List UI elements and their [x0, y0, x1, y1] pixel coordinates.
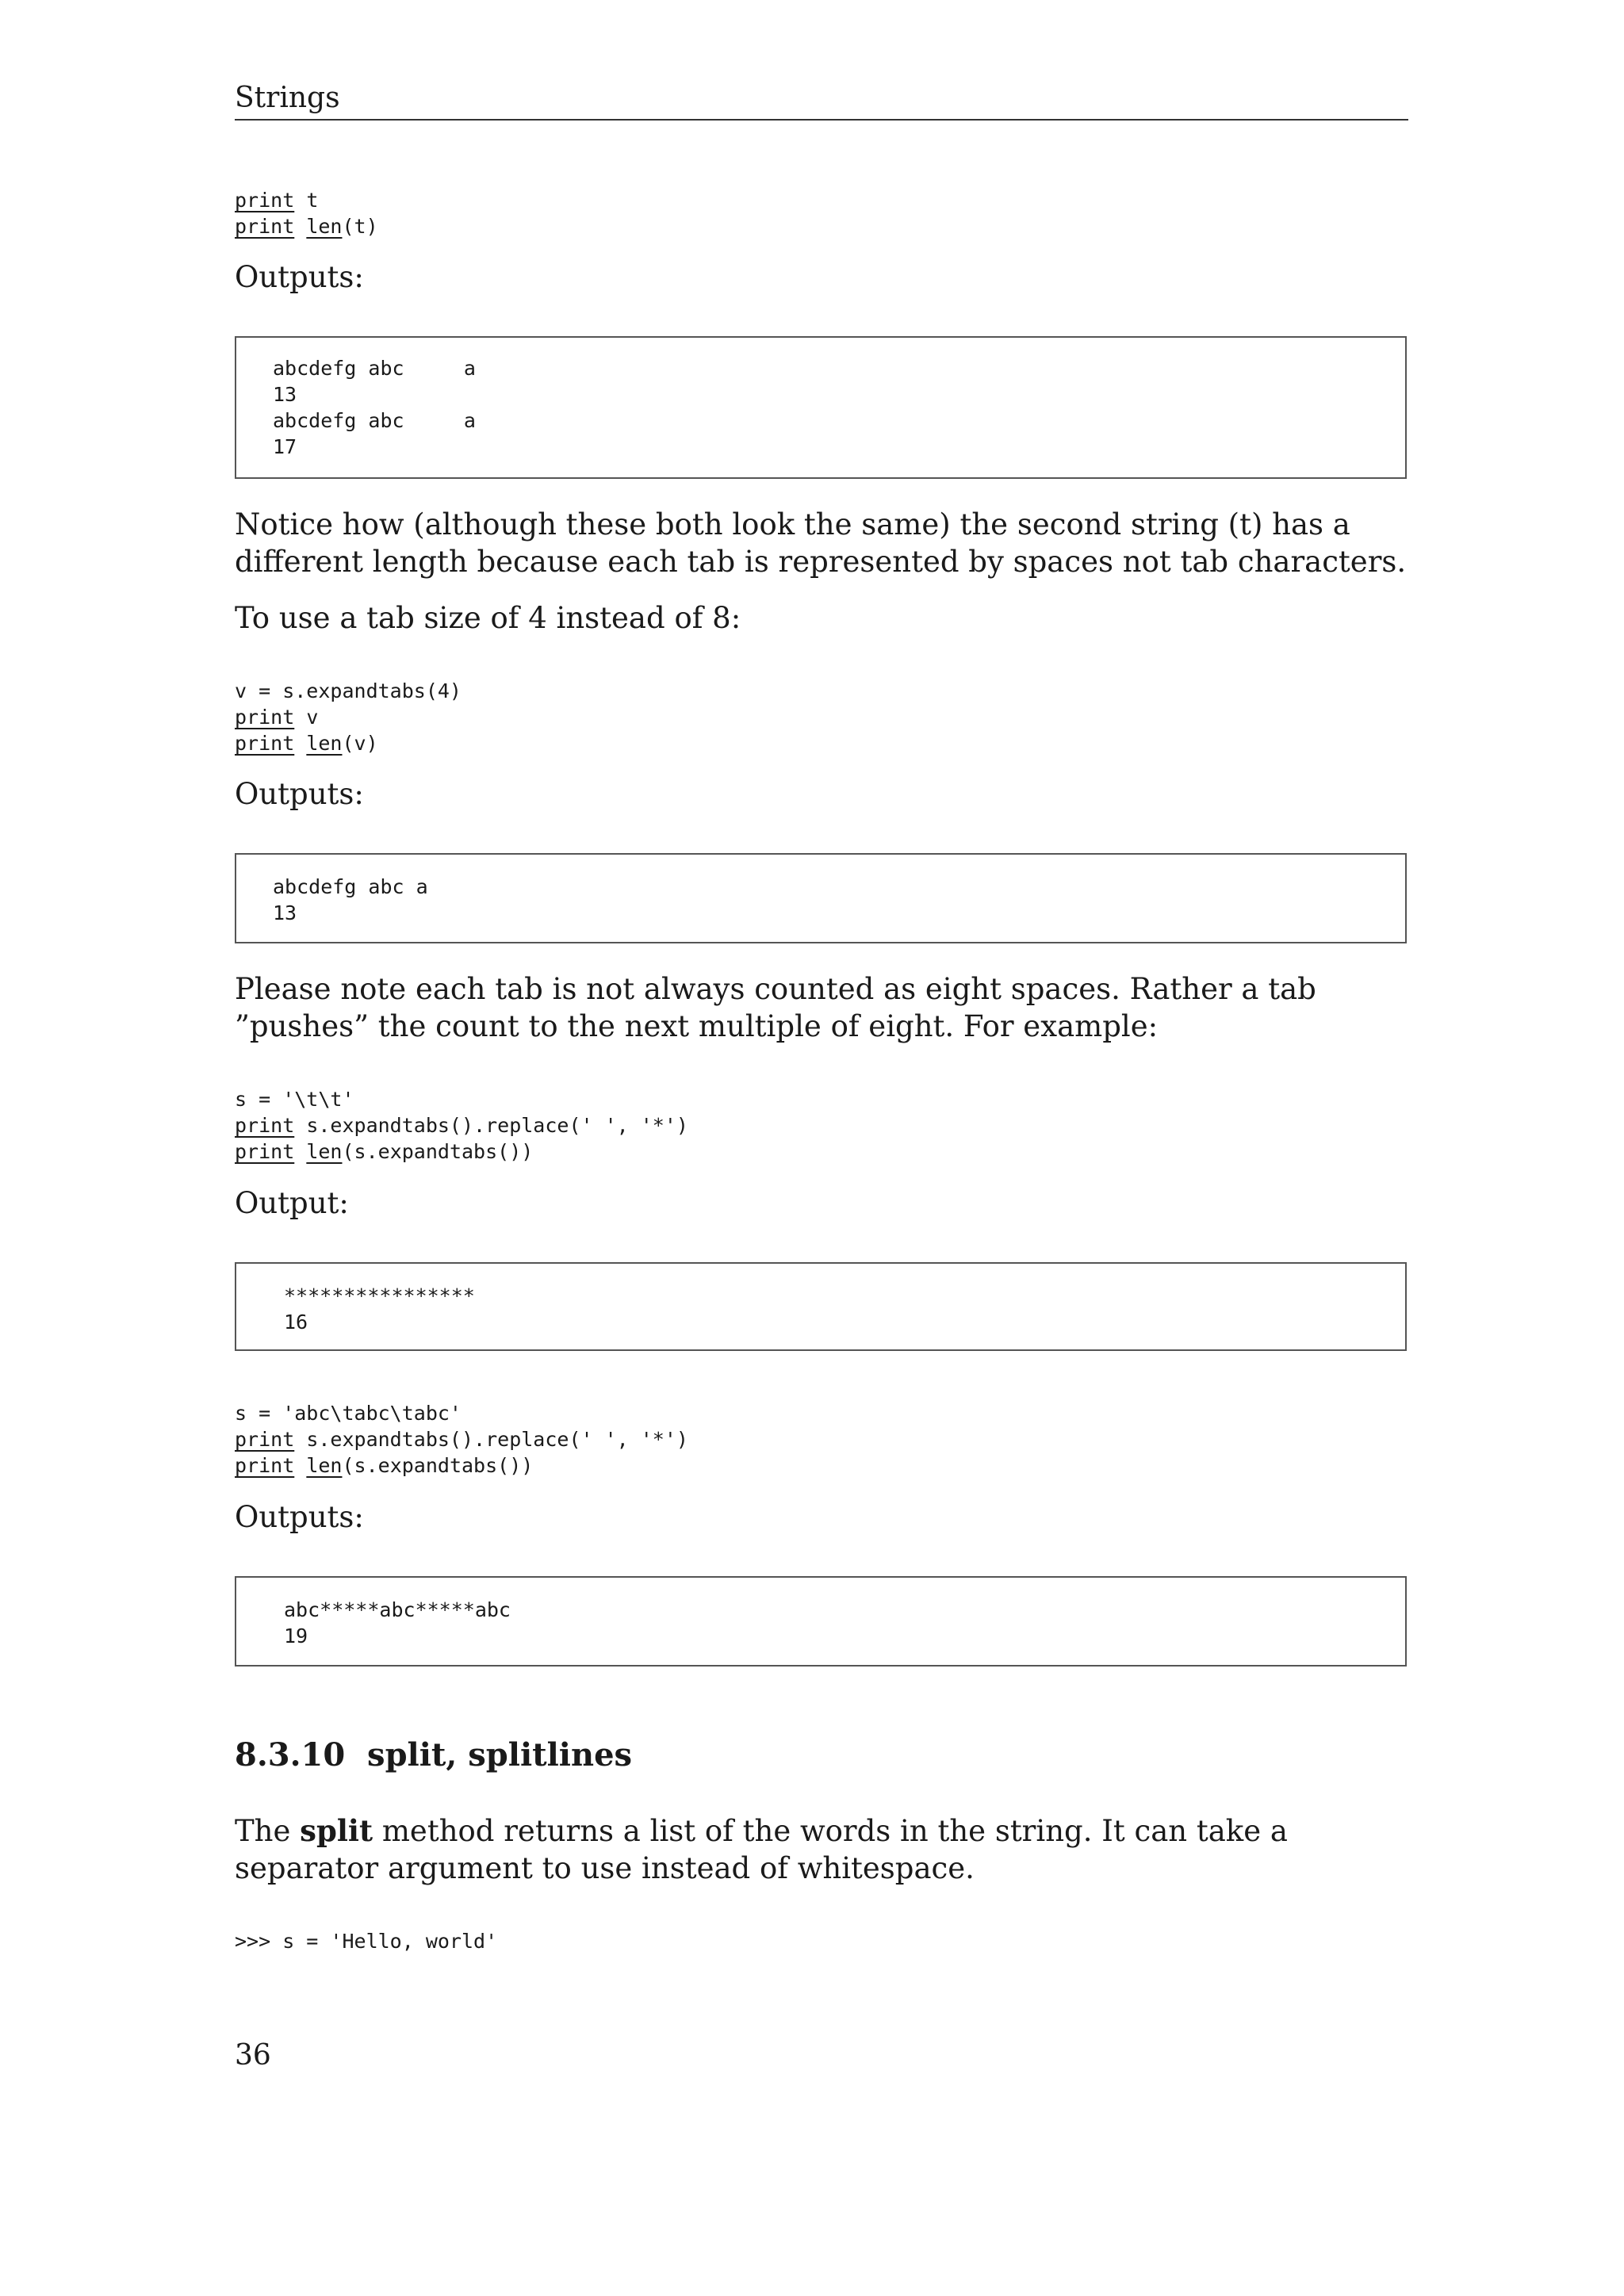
paragraph-2: To use a tab size of 4 instead of 8: [235, 601, 741, 635]
output-box-3: **************** 16 [235, 1262, 1407, 1351]
outputs-label-2: Outputs: [235, 777, 364, 811]
section-heading: 8.3.10 split, splitlines [235, 1736, 633, 1774]
code-block-5: >>> s = 'Hello, world' [235, 1930, 498, 1953]
output-box-4: abc*****abc*****abc 19 [235, 1576, 1407, 1667]
code-block-4: s = 'abc\tabc\tabc' print s.expandtabs().replace(' ', '*') print len(s.expandtabs()) [235, 1402, 688, 1477]
code-block-3: s = '\t\t' print s.expandtabs().replace(' ', '*') print len(s.expandtabs()) [235, 1088, 688, 1163]
running-header: Strings [235, 79, 1408, 121]
outputs-label-4: Outputs: [235, 1500, 364, 1534]
code-block-2: v = s.expandtabs(4) print v print len(v) [235, 679, 462, 755]
outputs-label-1: Outputs: [235, 260, 364, 294]
paragraph-3: Please note each tab is not always counted as eight spaces. Rather a tab ”pushes” the count to the next multiple of eight. For example: [235, 972, 1316, 1043]
output-label-3: Output: [235, 1186, 349, 1220]
paragraph-1: Notice how (although these both look the same) the second string (t) has a different length because each tab is represented by spaces not tab characters. [235, 507, 1407, 579]
output-box-2: abcdefg abc a 13 [235, 853, 1407, 943]
output-box-1: abcdefg abc a 13 abcdefg abc a 17 [235, 336, 1407, 479]
paragraph-4: The split method returns a list of the words in the string. It can take a separator argument to use instead of whitespace. [235, 1813, 1288, 1885]
page-number: 36 [235, 2039, 271, 2072]
code-block-1: print t print len(t) [235, 189, 378, 238]
